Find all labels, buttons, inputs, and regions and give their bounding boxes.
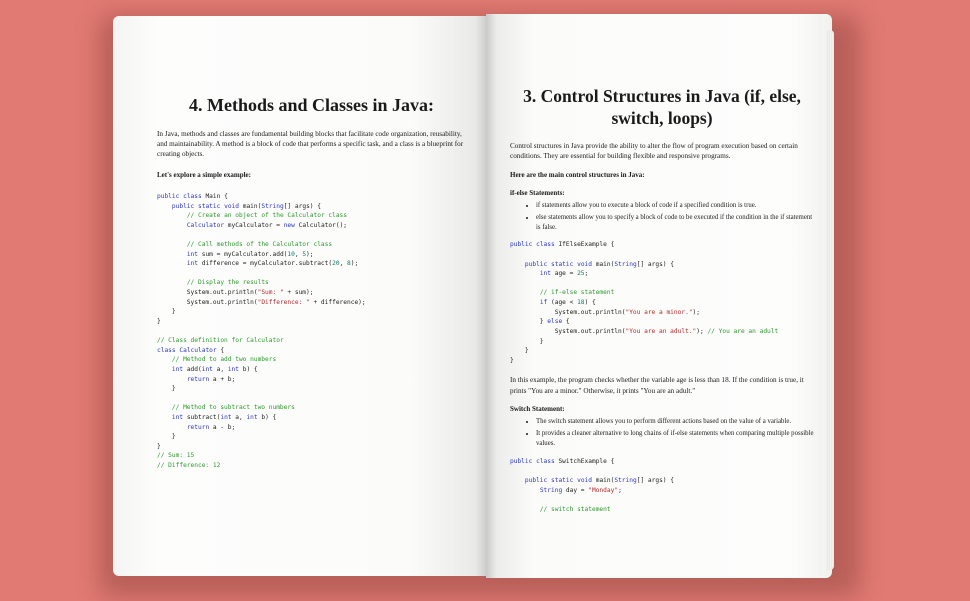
- calculator-code-block: public class Main { public static void main(String[] args) { // Create an object of the Calculator class Calculator myCalculator = new Calculator(); // Call methods of the Calculator class int sum = myCalculator.add(10, 5); int difference = myCalculator.subtract(20, 8); // Display the results System.out.println("Sum: " + sum); System.out.println("Difference: " + difference); } } // Class definition for Calculator class Calculator { // Method to add two numbers int add(int a, int b) { return a + b; } // Method to subtract two numbers int subtract(int a, int b) { return a - b; } } // Sum: 15 // Difference: 12: [157, 192, 366, 470]
- switch-bullet: • It provides a cleaner alternative to long chains of if-else statements when comparing multiple possible values.: [536, 429, 814, 449]
- ifelse-explanation: In this example, the program checks whether the variable age is less than 18. If the condition is true, it prints "You are a minor." Otherwise, it prints "You are an adult.": [510, 376, 804, 395]
- left-page-intro: In Java, methods and classes are fundamental building blocks that facilitate code organization, reusability, and maintainability. A method is a block of code that performs a specific task, and a class is a blueprint for creating objects.: [157, 129, 464, 159]
- switch-heading: Switch Statement:: [510, 405, 565, 414]
- example-lead: Let's explore a simple example:: [157, 170, 251, 179]
- ifelse-bullet: • else statements allow you to specify a block of code to be executed if the condition in the if statement is false.: [536, 213, 814, 233]
- left-page-title: 4. Methods and Classes in Java:: [188, 95, 435, 115]
- page-stack-edge: [826, 30, 834, 570]
- ifelse-bullet: • if statements allow you to execute a block of code if a specified condition is true.: [536, 201, 814, 211]
- ifelse-heading: if-else Statements:: [510, 188, 565, 197]
- right-page: [486, 14, 832, 578]
- right-page-intro: Control structures in Java provide the ability to alter the flow of program execution based on certain conditions. They are essential for building flexible and responsive programs.: [510, 141, 798, 161]
- main-structures-lead: Here are the main control structures in Java:: [510, 170, 645, 179]
- switch-bullet: • The switch statement allows you to perform different actions based on the value of a variable.: [536, 417, 814, 427]
- left-page: [113, 16, 486, 576]
- switch-bullet-list: [510, 417, 814, 449]
- ifelse-code-block: public class IfElseExample { public static void main(String[] args) { int age = 25; // if-else statement if (age < 18) { System.out.println("You are a minor."); } else { System.out.println("You are an adult."); // You are an adult } } }: [510, 241, 779, 364]
- ifelse-bullet-list: [510, 201, 814, 233]
- right-page-title: 3. Control Structures in Java (if, else, switch, loops): [523, 86, 801, 128]
- switch-code-block: public class SwitchExample { public static void main(String[] args) { String day = "Monday"; // switch statement: [510, 457, 674, 513]
